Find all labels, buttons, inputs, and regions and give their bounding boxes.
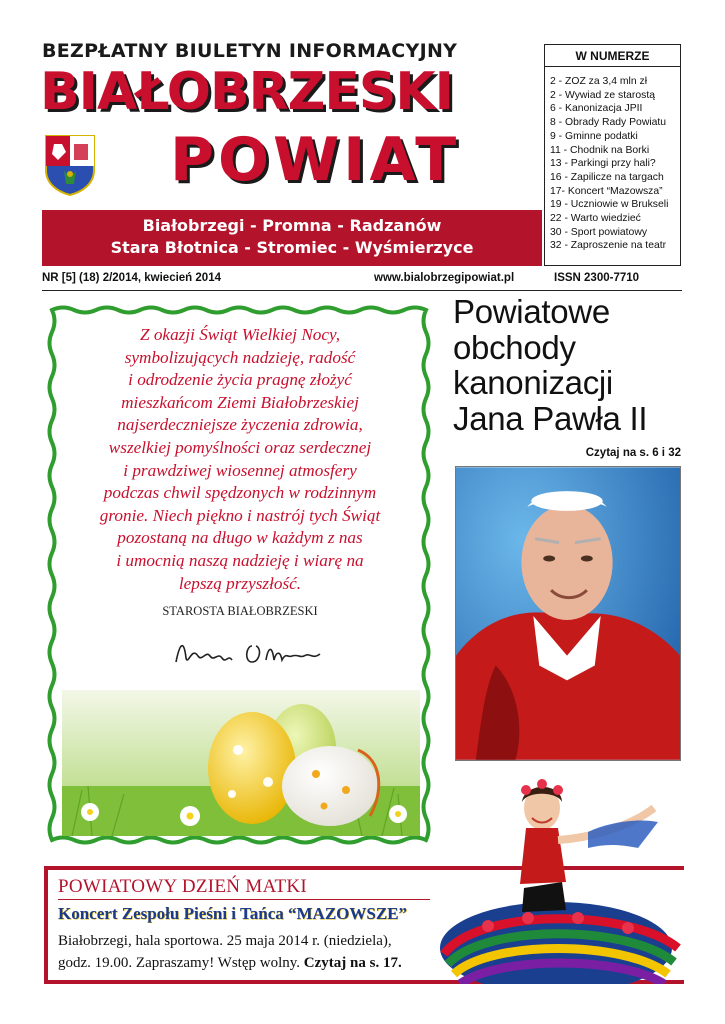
contents-item[interactable]: 30 - Sport powiatowy [550,226,648,238]
signature-icon [170,632,330,672]
issn-number: ISSN 2300-7710 [554,272,640,284]
contents-item[interactable]: 11 - Chodnik na Borki [550,144,650,156]
title-powiat: POWIAT [170,125,461,195]
website-link[interactable]: www.bialobrzegipowiat.pl [374,272,515,284]
easter-eggs-image [62,690,420,836]
coat-of-arms-icon [44,134,96,196]
issue-number: NR [5] (18) 2/2014, kwiecień 2014 [42,272,221,284]
headline-line: kanonizacji [453,364,613,401]
contents-item[interactable]: 22 - Warto wiedzieć [550,213,641,225]
title-bialobrzeski: BIAŁOBRZESKI [40,62,453,122]
header-divider [42,290,682,291]
greeting-line: wszelkiej pomyślności oraz serdecznej [108,437,372,457]
greeting-line: mieszkańcom Ziemi Białobrzeskiej [121,392,359,412]
contents-item[interactable]: 2 - ZOZ za 3,4 mln zł [550,76,648,87]
contents-heading: W NUMERZE [545,45,680,67]
contents-item[interactable]: 6 - Kanonizacja JPII [550,103,643,115]
tagline: BEZPŁATNY BIULETYN INFORMACYJNY [42,40,458,62]
event-subheading: Koncert Zespołu Pieśni i Tańca “MAZOWSZE” [58,904,408,923]
contents-list [545,67,680,253]
contents-item[interactable]: 16 - Zapilicze na targach [550,171,664,183]
signatory-title: STAROSTA BIAŁOBRZESKI [162,604,318,618]
headline-line: obchody [453,328,576,366]
event-line-1: Białobrzegi, hala sportowa. 25 maja 2014 r. (niedziela), [58,933,392,949]
towns-line-1: Białobrzegi - Promna - Radzanów [142,216,442,235]
event-line-2 [58,952,428,974]
contents-item[interactable]: 13 - Parkingi przy hali? [550,158,656,170]
greeting-line: Z okazji Świąt Wielkiej Nocy, [139,325,341,344]
main-headline [453,294,685,436]
contents-box [544,44,681,266]
issue-meta [42,272,682,286]
headline-line: Powiatowe [453,293,610,330]
greeting-line: podczas chwil spędzonych w rodzinnym [103,483,377,503]
pope-portrait-image [455,466,681,761]
headline-read-more[interactable]: Czytaj na s. 6 i 32 [585,447,681,459]
contents-item[interactable]: 32 - Zaproszenie na teatr [550,240,667,252]
event-line-2-text: godz. 19.00. Zapraszamy! Wstęp wolny. [58,955,304,971]
greeting-line: gronie. Niech piękno i nastrój tych Świąt [99,505,381,525]
easter-greeting [70,324,410,595]
event-details [58,930,428,974]
towns-line-2: Stara Błotnica - Stromiec - Wyśmierzyce [110,238,474,257]
contents-item[interactable]: 2 - Wywiad ze starostą [550,89,656,101]
greeting-line: najserdeczniejsze życzenia zdrowia, [117,415,363,435]
event-heading: POWIATOWY DZIEŃ MATKI [58,876,308,897]
headline-line: Jana Pawła II [453,399,648,437]
greeting-line: i odrodzenie życia pragnę złożyć [128,370,352,390]
greeting-line: lepszą przyszłość. [178,573,302,593]
greeting-line: i umocnią naszą nadzieję i wiarę na [116,550,364,570]
folk-dancer-image [438,778,685,984]
contents-item[interactable]: 17- Koncert “Mazowsza” [550,185,663,197]
event-divider [58,899,430,900]
greeting-line: symbolizujących nadzieję, radość [124,347,356,367]
event-read-more[interactable]: Czytaj na s. 17. [303,955,402,971]
towns-banner [42,210,542,266]
contents-item[interactable]: 19 - Uczniowie w Brukseli [550,199,669,211]
greeting-line: pozostaną na długo w każdym z nas [117,528,363,548]
contents-item[interactable]: 8 - Obrady Rady Powiatu [550,117,667,129]
contents-item[interactable]: 9 - Gminne podatki [550,130,638,142]
greeting-line: i prawdziwej wiosennej atmosfery [123,460,357,480]
